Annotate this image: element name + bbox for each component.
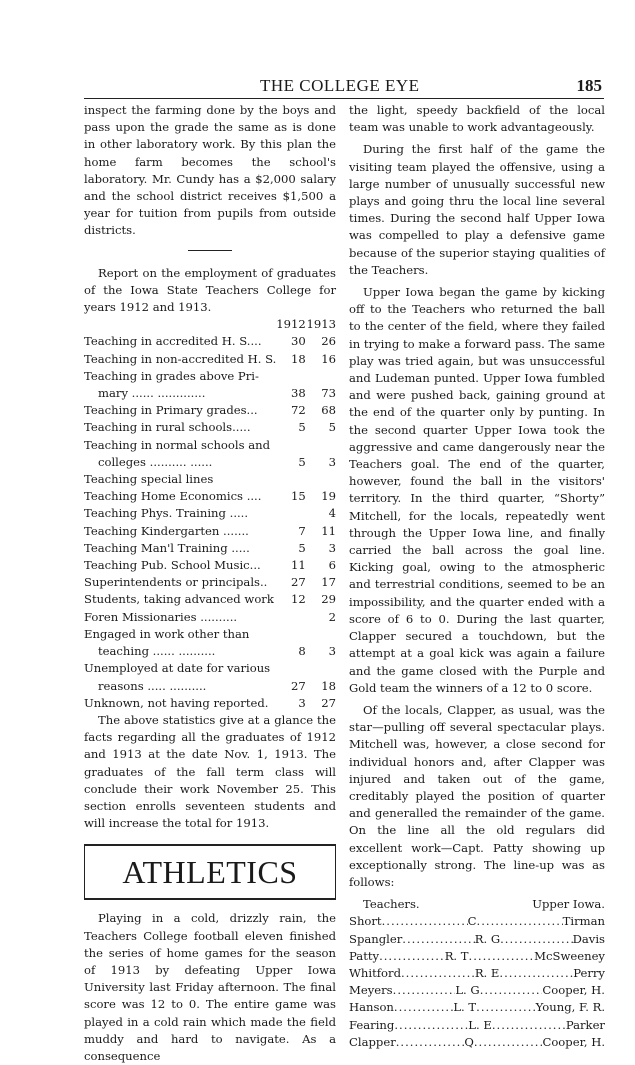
teachers-header: Teachers.	[363, 897, 420, 912]
statistics-paragraph: The above statistics give at a glance the facts regarding all the graduates of 1912 and 1913 at the date Nov. 1, 1913. The graduates of the fall term class will conclude their work November 25. This section enrolls seventeen students and will increase the total for 1913.	[84, 712, 336, 831]
intro-paragraph: inspect the farming done by the boys and pass upon the grade the same as is done in other laboratory work. By this plan the home farm becomes the school's laboratory. Mr. Cundy has a $2,000 salary and the school district receives $1,500 a year for tuition from pupils from outside districts.	[84, 103, 336, 238]
continuation-paragraph: the light, speedy backfield of the local team was unable to work advantageously.	[349, 103, 605, 135]
table-row: reasons ..... .......... 27 18	[98, 678, 336, 693]
lineup-table	[349, 896, 605, 1051]
running-header	[84, 76, 604, 99]
table-row: Teaching in rural schools..... 5 5	[84, 420, 336, 435]
left-column	[84, 102, 336, 1065]
lineup-row: Spangler ..... R. G ..... Davis	[349, 931, 605, 948]
table-row: Teaching in non-accredited H. S. 18 16	[84, 351, 336, 366]
table-row: Unknown, not having reported. 3 27	[84, 695, 336, 710]
locals-paragraph: Of the locals, Clapper, as usual, was the star—pulling off several spectacular plays. Mitchell was, however, a close second for individual honors and, after Clapper was injured and taken out of the game, creditably played the position of quarter and generalled the remainder of the game. On the line all the old regulars did excellent work—Capt. Patty showing up exceptionally strong. The line-up was as follows:	[349, 702, 605, 889]
lineup-row: Short ..... C ..... Tirman	[349, 913, 605, 930]
table-row: Teaching in grades above Pri-	[84, 368, 259, 383]
table-row: Foren Missionaries .......... 2	[84, 609, 336, 624]
lineup-row: Whitford ..... R. E ..... Perry	[349, 965, 605, 982]
section-divider	[188, 250, 232, 251]
table-row: mary ...... ............. 38 73	[98, 386, 336, 401]
publication-title: THE COLLEGE EYE	[260, 76, 420, 95]
table-row: Teaching in accredited H. S.... 30 26	[84, 334, 336, 349]
table-row: Teaching in normal schools and	[84, 437, 271, 452]
column-1913: 1913	[306, 317, 336, 332]
employment-table	[84, 316, 336, 712]
column-1912: 1912	[276, 317, 306, 332]
table-header-row	[84, 316, 336, 333]
table-row: Teaching Kindergarten ....... 7 11	[84, 523, 336, 538]
upper-iowa-header: Upper Iowa.	[532, 897, 605, 912]
table-row: Teaching Phys. Training ..... 4	[84, 506, 336, 521]
table-row: Teaching Man'l Training ..... 5 3	[84, 540, 336, 555]
lineup-row: Clapper ..... Q ..... Cooper, H.	[349, 1034, 605, 1051]
game-paragraph: Upper Iowa began the game by kicking off to the Teachers who returned the ball to the center of the field, where they failed in trying to make a forward pass. The same play was tried again, but was unsuccessful and Ludeman punted. Upper Iowa fumbled and were pushed back, gaining ground at the end of the quarter only by punting. In the second quarter Upper Iowa took the aggressive and came dangerously near the Teachers goal. The end of the quarter, however, found the ball in the visitors' territory. In the third quarter, “Shorty” Mitchell, for the locals, repeatedly went through the Upper Iowa line, and finally carried the ball across the goal line. Kicking goal, owing to the atmospheric and terrestrial conditions, seemed to be an impossibility, and the quarter ended with a score of 6 to 0. During the last quarter, Clapper secured a touchdown, but the attempt at a goal kick was again a failure and the game closed with the Purple and Gold team the winners of a 12 to 0 score.	[349, 285, 605, 695]
lineup-row: Fearing ..... L. E ..... Parker	[349, 1017, 605, 1034]
page-number: 185	[576, 76, 602, 95]
table-row: Unemployed at date for various	[84, 661, 271, 676]
table-row: teaching ...... .......... 8 3	[98, 644, 336, 659]
table-row: Students, taking advanced work 12 29	[84, 592, 336, 607]
right-column	[349, 102, 605, 1051]
lineup-header	[349, 896, 605, 913]
table-row: Engaged in work other than	[84, 626, 250, 641]
table-row: Teaching Pub. School Music... 11 6	[84, 558, 336, 573]
table-row: Teaching in Primary grades... 72 68	[84, 403, 336, 418]
report-intro: Report on the employment of graduates of the Iowa State Teachers College for years 1912 and 1913.	[84, 265, 336, 315]
lineup-row: Meyers ..... L. G ..... Cooper, H.	[349, 982, 605, 999]
athletics-paragraph: Playing in a cold, drizzly rain, the Teachers College football eleven finished the series of home games for the season of 1913 by defeating Upper Iowa University last Friday afternoon. The final score was 12 to 0. The entire game was played in a cold rain which made the field muddy and hard to navigate. As a consequence	[84, 911, 336, 1063]
table-row: Superintendents or principals.. 27 17	[84, 575, 336, 590]
table-row: Teaching special lines	[84, 472, 214, 487]
table-row: Teaching Home Economics .... 15 19	[84, 489, 336, 504]
section-heading: ATHLETICS	[122, 853, 298, 890]
lineup-row: Patty ..... R. T ..... McSweeney	[349, 948, 605, 965]
table-row: colleges .......... ...... 5 3	[98, 454, 336, 469]
lineup-row: Hanson ..... L. T ..... Young, F. R.	[349, 999, 605, 1016]
athletics-heading-box	[84, 844, 336, 900]
first-half-paragraph: During the first half of the game the visiting team played the offensive, using a large number of unusually successful new plays and going thru the local line several times. During the second half Upper Iowa was compelled to play a defensive game because of the superior staying qualities of the Teachers.	[349, 142, 605, 277]
